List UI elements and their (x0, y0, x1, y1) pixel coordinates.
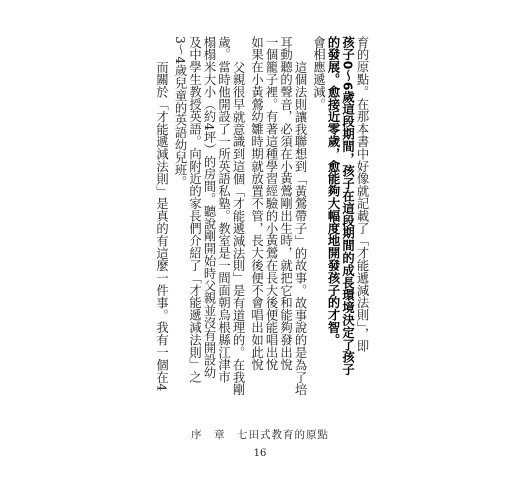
text-column: 而關於「才能遞減法則」是真的有這麼一件事。我有一個在4 (154, 61, 169, 392)
vertical-text-block (154, 36, 369, 426)
text-column: 育的原點。在那本書中好像就記載了「才能遞減法則」，即 (355, 36, 369, 353)
text-column: 及中學生教授英語。向附近的家長們介紹了「才能遞減法則」之 (187, 36, 202, 384)
text-column: 如果在小黃鶯幼雛時期就放置不管，長大後便不會唱出如此悅 (249, 36, 264, 371)
text-column: 3～4歲兒童的英語幼兒班。 (173, 36, 187, 189)
text-column: 的發展。愈接近零歲，愈能夠大幅度地開發孩子的才智。 (326, 36, 340, 346)
text-column: 榻榻米大小（約4坪）的房間。聽說剛開始時父親並沒有開設幼 (202, 36, 216, 379)
chapter-footer: 序 章 七田式教育的原點 (191, 429, 329, 441)
text-column: 這個法則讓我聯想到「黃鶯帶子」的故事。故事說的是為了培 (293, 61, 307, 396)
page-number: 16 (253, 448, 267, 459)
text-column: 孩子0～6歲這段期間，孩子在這段期間的成長環境決定了孩子 (340, 36, 355, 376)
text-column: 會相應遞減。 (311, 36, 326, 111)
text-column: 父親很早就意識到這個「才能遞減法則」是有道理的。在我剛 (231, 61, 245, 396)
text-column: 歲。當時他開設了一所英語私塾。教室是一間面朝烏根縣江津市 (216, 36, 231, 384)
text-column: 耳動聽的聲音，必須在小黃鶯剛出生時，就把它和能夠發出悅 (278, 36, 293, 371)
text-column: 一個籠子裡。有著這種學習經驗的小黃鶯在長大後便能唱出悅 (264, 36, 278, 371)
